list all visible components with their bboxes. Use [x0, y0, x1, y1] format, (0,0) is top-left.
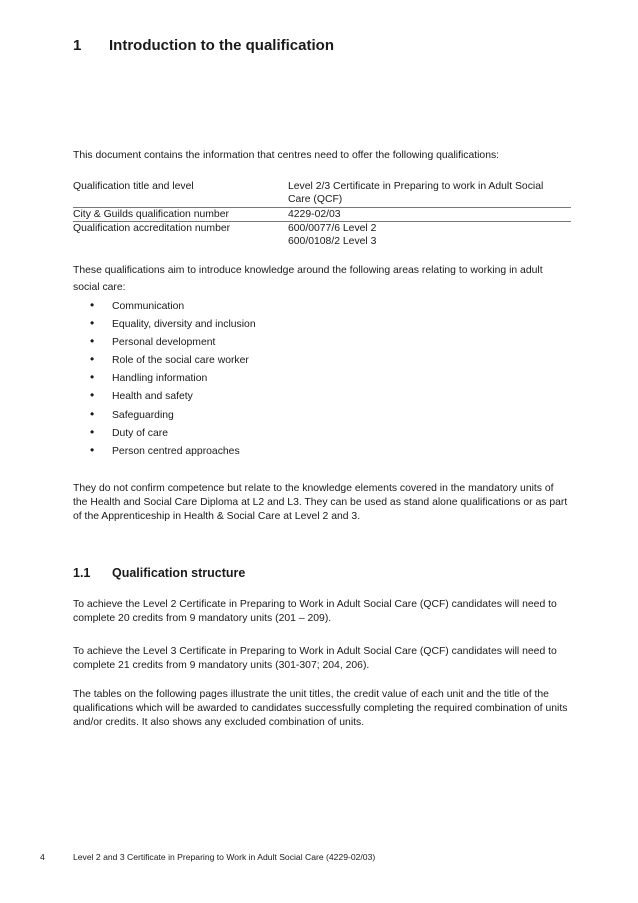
table-cell-value — [288, 222, 571, 249]
bullet-icon: • — [90, 334, 95, 349]
section-number: 1 — [73, 37, 82, 54]
table-cell-label: City & Guilds qualification number — [73, 208, 288, 222]
list-item-label: Communication — [112, 301, 185, 312]
bullet-icon: • — [90, 388, 95, 403]
list-item-label: Handling information — [112, 373, 208, 385]
value-line: Level 2/3 Certificate in Preparing to work in Adult Social — [288, 181, 544, 192]
list-item — [90, 314, 256, 332]
tables-note-paragraph: The tables on the following pages illustrate the unit titles, the credit value of each unit and the title of the qualifications which will be awarded to candidates successfully completing the required combination of units and/or credits. It also shows any excluded combination of units. — [73, 689, 568, 728]
value-line: 4229-02/03 — [288, 209, 341, 220]
list-item-label: Health and safety — [112, 391, 193, 403]
aims-paragraph: These qualifications aim to introduce knowledge around the following areas relating to working in adult social care: — [73, 265, 543, 293]
list-item — [90, 350, 256, 368]
subsection-heading — [73, 566, 245, 580]
level3-paragraph: To achieve the Level 3 Certificate in Preparing to Work in Adult Social Care (QCF) candidates will need to complete 21 credits from 9 mandatory units (301-307; 204, 206). — [73, 646, 557, 671]
list-item — [90, 296, 256, 314]
list-item — [90, 423, 256, 441]
value-line: 600/0108/2 Level 3 — [288, 236, 377, 247]
bullet-icon: • — [90, 370, 95, 385]
list-item — [90, 332, 256, 350]
table-cell-label: Qualification title and level — [73, 181, 194, 192]
subsection-title: Qualification structure — [112, 566, 246, 580]
bullet-icon: • — [90, 406, 95, 421]
list-item-label: Safeguarding — [112, 409, 174, 421]
value-line: 600/0077/6 Level 2 — [288, 223, 377, 234]
bullet-icon: • — [90, 442, 95, 457]
footer-text: Level 2 and 3 Certificate in Preparing to Work in Adult Social Care (4229-02/03) — [73, 852, 376, 862]
section-heading — [73, 37, 334, 54]
list-item-label: Person centred approaches — [112, 445, 240, 457]
level2-paragraph: To achieve the Level 2 Certificate in Preparing to Work in Adult Social Care (QCF) candidates will need to complete 20 credits from 9 mandatory units (201 – 209). — [73, 599, 557, 624]
table-cell-value — [288, 208, 571, 222]
bullet-icon: • — [90, 352, 95, 367]
table-row — [73, 208, 571, 222]
qualification-table — [73, 180, 571, 248]
bullet-icon: • — [90, 316, 95, 331]
intro-paragraph: This document contains the information that centres need to offer the following qualifications: — [73, 150, 500, 161]
table-row — [73, 180, 571, 208]
list-item — [90, 405, 256, 423]
table-cell-label: Qualification accreditation number — [73, 223, 231, 234]
list-item-label: Duty of care — [112, 427, 169, 439]
list-item-label: Role of the social care worker — [112, 355, 249, 367]
bullet-icon: • — [90, 424, 95, 439]
areas-list — [90, 296, 256, 459]
bullet-icon: • — [90, 298, 95, 312]
section-title: Introduction to the qualification — [109, 37, 334, 54]
list-item-label: Personal development — [112, 337, 216, 349]
competence-paragraph: They do not confirm competence but relate to the knowledge elements covered in the mandatory units of the Health and Social Care Diploma at L2 and L3. They can be used as stand alone qualifications or as part of the Apprenticeship in Health & Social Care at Level 2 and 3. — [73, 483, 568, 522]
list-item-label: Equality, diversity and inclusion — [112, 319, 256, 331]
value-line: Care (QCF) — [288, 194, 343, 205]
list-item — [90, 368, 256, 386]
subsection-number: 1.1 — [73, 566, 91, 580]
table-row — [73, 222, 571, 249]
footer-page-number: 4 — [40, 852, 45, 862]
list-item — [90, 441, 256, 459]
table-cell-value — [288, 180, 571, 208]
list-item — [90, 386, 256, 404]
